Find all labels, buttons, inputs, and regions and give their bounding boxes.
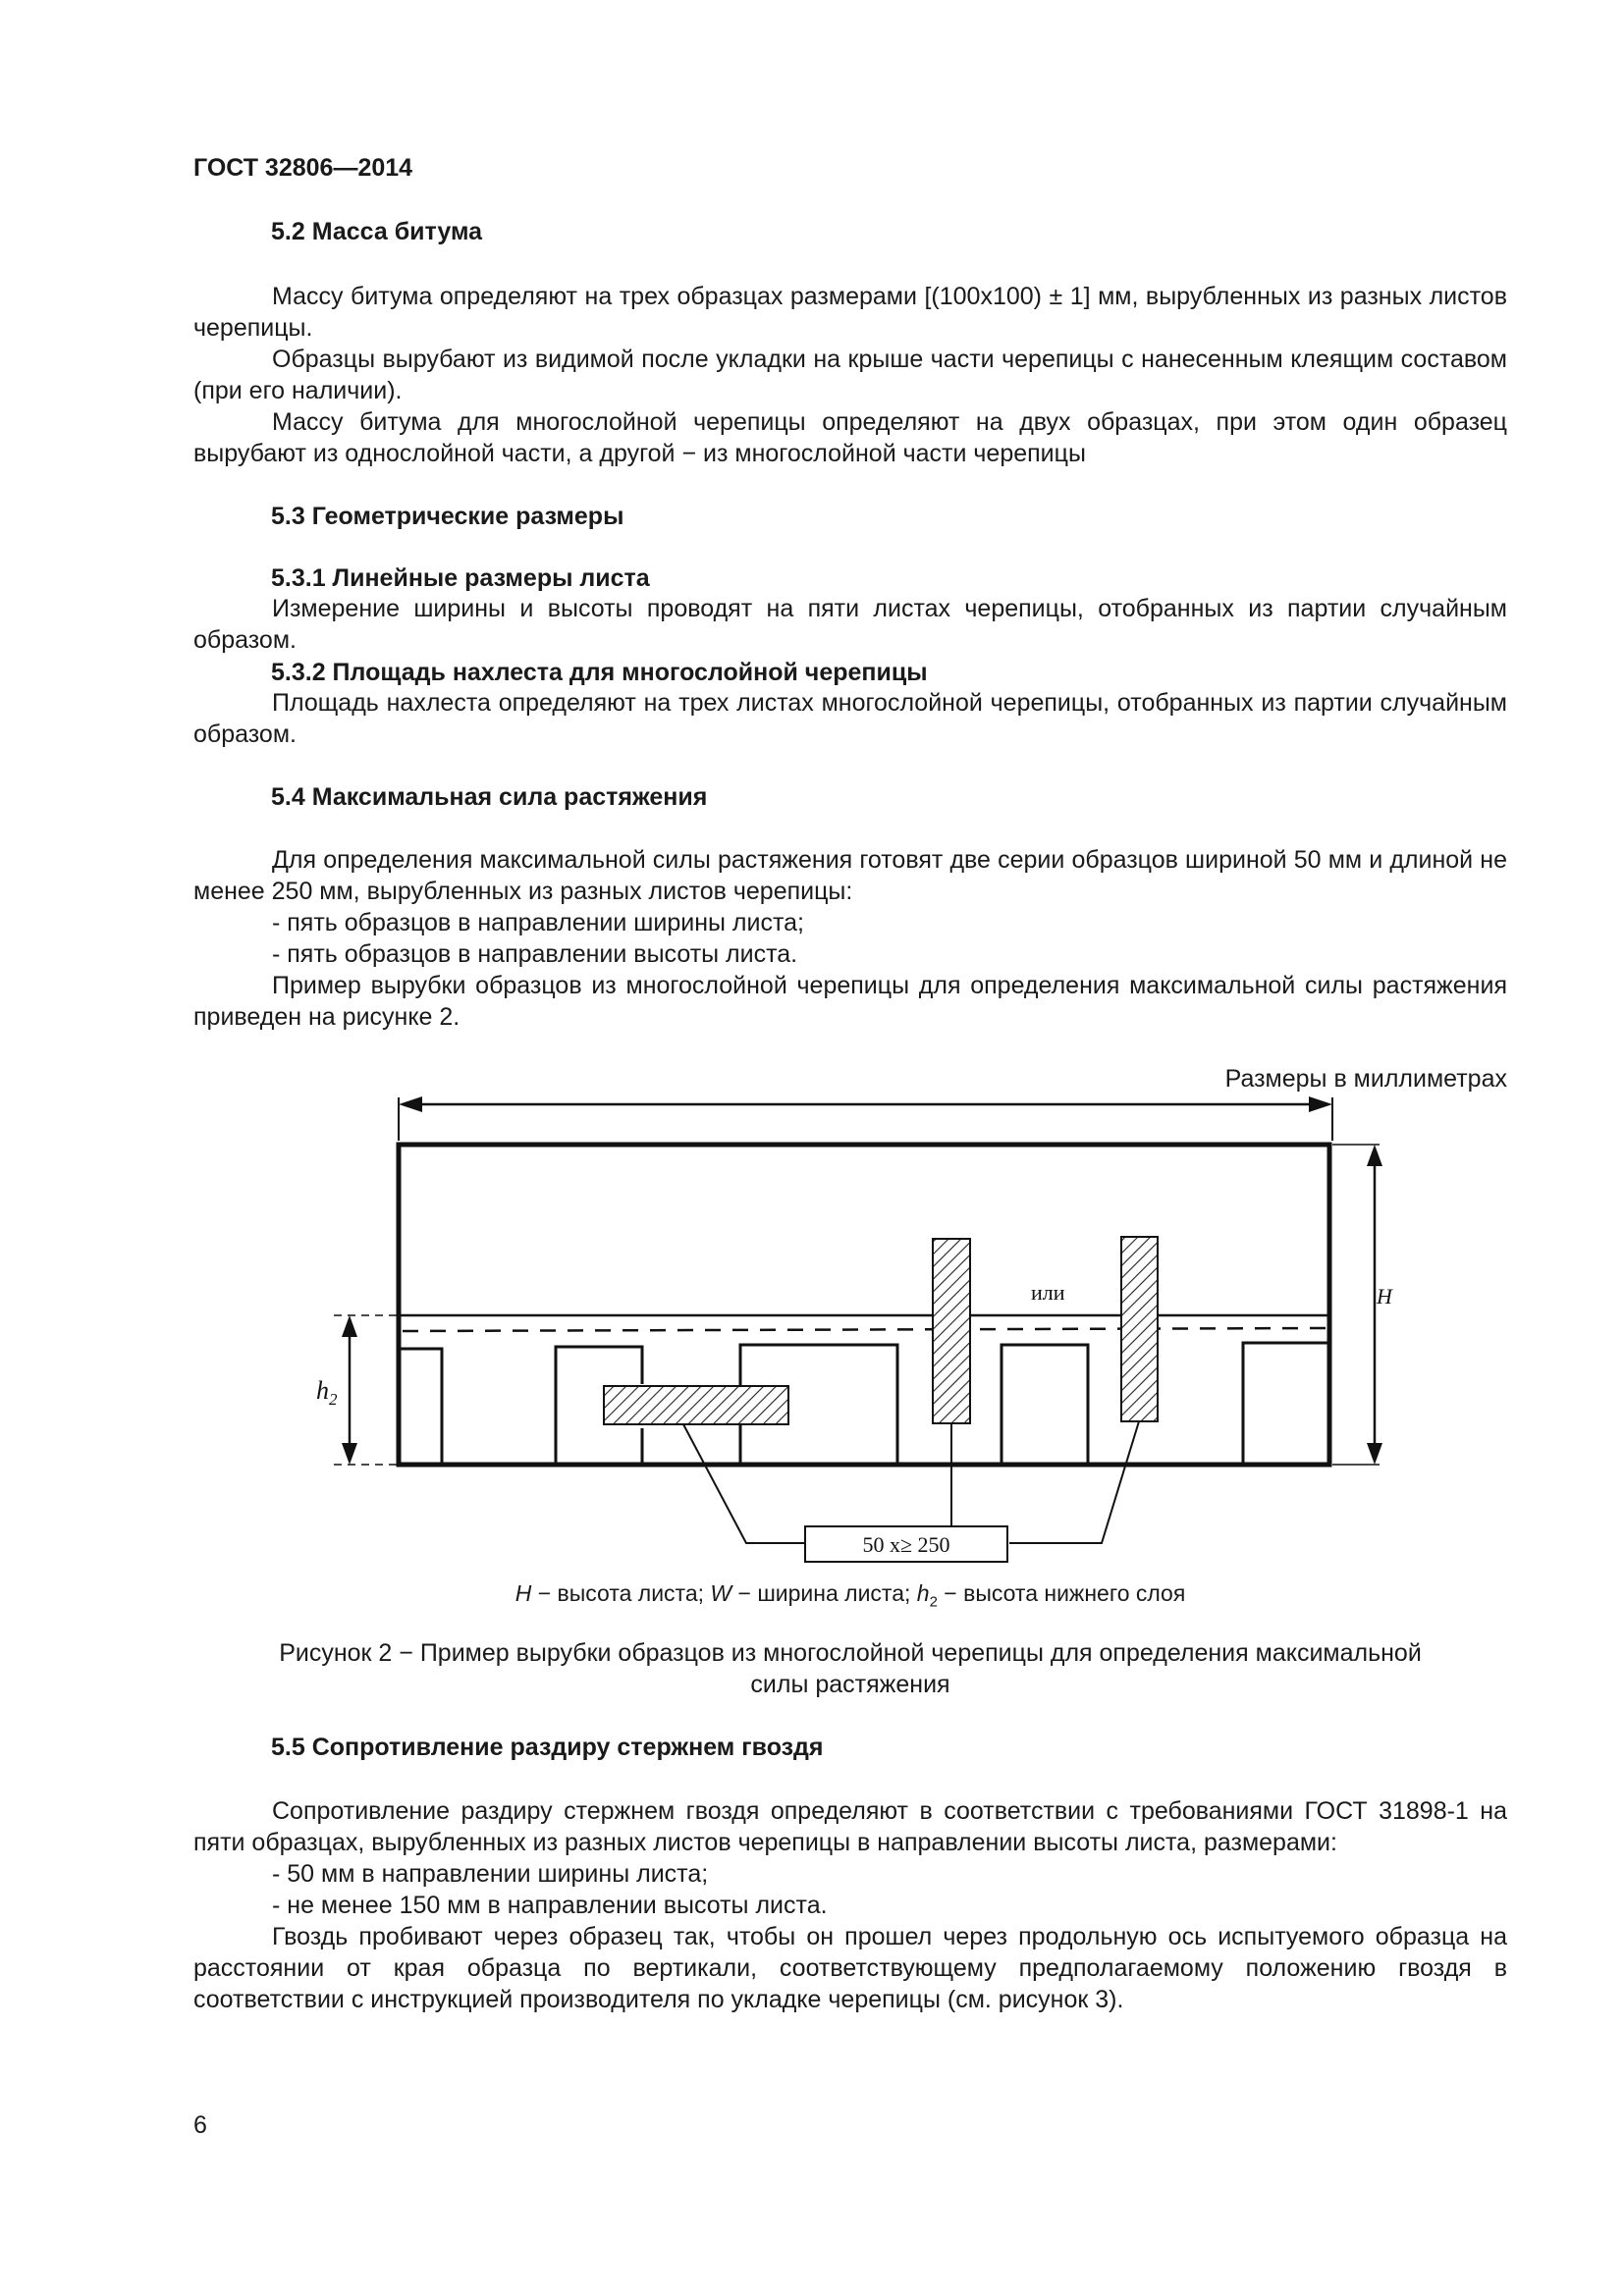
H-label: H bbox=[1377, 1284, 1392, 1308]
or-label: или bbox=[1031, 1280, 1065, 1305]
section-5-3-1-title: 5.3.1 Линейные размеры листа bbox=[271, 564, 650, 592]
list-item: - пять образцов в направлении высоты листа. bbox=[272, 940, 798, 968]
leader-lines bbox=[683, 1421, 1139, 1543]
specimen-size-label: 50 x≥ 250 bbox=[862, 1532, 950, 1557]
section-5-4-title: 5.4 Максимальная сила растяжения bbox=[271, 783, 708, 811]
document-header: ГОСТ 32806—2014 bbox=[193, 154, 413, 182]
section-5-2-body bbox=[193, 281, 1507, 469]
vertical-specimen-alt bbox=[1121, 1237, 1158, 1421]
list-item: - не менее 150 мм в направлении высоты листа. bbox=[272, 1892, 828, 1919]
paragraph: Гвоздь пробивают через образец так, чтобы он прошел через продольную ось испытуемого образца на расстоянии от края образца по вертикали, соответствующему предполагаемому положению гвоздя в соответствии с инструкцией производителя по укладке черепицы (см. рисунок 3). bbox=[193, 1923, 1507, 2013]
caption-line: силы растяжения bbox=[750, 1671, 950, 1698]
figure-units-note: Размеры в миллиметрах bbox=[1224, 1065, 1507, 1093]
legend-text: − высота листа; bbox=[531, 1580, 711, 1606]
paragraph: Массу битума для многослойной черепицы определяют на двух образцах, при этом один образец вырубают из однослойной части, а другой − из многослойной части черепицы bbox=[193, 408, 1507, 467]
caption-line: Рисунок 2 − Пример вырубки образцов из многослойной черепицы для определения максимальной bbox=[279, 1639, 1422, 1667]
legend-symbol: H bbox=[514, 1580, 532, 1606]
section-5-3-2-title: 5.3.2 Площадь нахлеста для многослойной черепицы bbox=[271, 659, 928, 686]
legend-text: − высота нижнего слоя bbox=[937, 1580, 1186, 1606]
section-5-5-title: 5.5 Сопротивление раздиру стержнем гвоздя bbox=[271, 1734, 824, 1761]
h2-dimension bbox=[316, 1315, 397, 1465]
horizontal-specimen bbox=[604, 1386, 788, 1424]
paragraph: Массу битума определяют на трех образцах размерами [(100x100) ± 1] мм, вырубленных из разных листов черепицы. bbox=[193, 283, 1507, 342]
dashed-line bbox=[403, 1328, 1326, 1331]
section-5-3-title: 5.3 Геометрические размеры bbox=[271, 503, 624, 530]
lower-layer-tabs bbox=[399, 1343, 1329, 1465]
legend-subscript: 2 bbox=[929, 1593, 938, 1611]
paragraph: Площадь нахлеста определяют на трех листах многослойной черепицы, отобранных из партии случайным образом. bbox=[193, 689, 1507, 748]
h2-label: $h_2$ bbox=[316, 1376, 338, 1409]
paragraph: Сопротивление раздиру стержнем гвоздя определяют в соответствии с требованиями ГОСТ 31898-1 на пяти образцах, вырубленных из разных листов черепицы в направлении высоты листа, размерами: bbox=[193, 1797, 1507, 1856]
section-5-3-1-body bbox=[193, 593, 1507, 656]
figure-caption bbox=[167, 1637, 1534, 1700]
section-5-2-title: 5.2 Масса битума bbox=[271, 218, 483, 245]
paragraph: Измерение ширины и высоты проводят на пяти листах черепицы, отобранных из партии случайным образом. bbox=[193, 595, 1507, 654]
paragraph: Образцы вырубают из видимой после укладки на крыше части черепицы с нанесенным клеящим составом (при его наличии). bbox=[193, 346, 1507, 404]
figure-legend bbox=[193, 1580, 1507, 1611]
legend-symbol: h bbox=[916, 1580, 930, 1606]
section-5-4-body bbox=[193, 844, 1507, 1033]
list-item: - пять образцов в направлении ширины листа; bbox=[272, 909, 804, 936]
page-number: 6 bbox=[193, 2111, 207, 2139]
figure-2-diagram bbox=[295, 1080, 1404, 1580]
section-5-5-body bbox=[193, 1795, 1507, 2015]
height-dimension bbox=[1332, 1145, 1393, 1465]
list-item: - 50 мм в направлении ширины листа; bbox=[272, 1860, 709, 1888]
width-dimension bbox=[399, 1096, 1332, 1141]
paragraph: Для определения максимальной силы растяжения готовят две серии образцов шириной 50 мм и длиной не менее 250 мм, вырубленных из разных листов черепицы: bbox=[193, 846, 1507, 905]
vertical-specimen bbox=[933, 1239, 970, 1423]
legend-text: − ширина листа; bbox=[731, 1580, 917, 1606]
legend-symbol: W bbox=[710, 1580, 732, 1606]
section-5-3-2-body bbox=[193, 687, 1507, 750]
paragraph: Пример вырубки образцов из многослойной черепицы для определения максимальной силы растяжения приведен на рисунке 2. bbox=[193, 972, 1507, 1031]
sheet-outline bbox=[399, 1145, 1329, 1465]
